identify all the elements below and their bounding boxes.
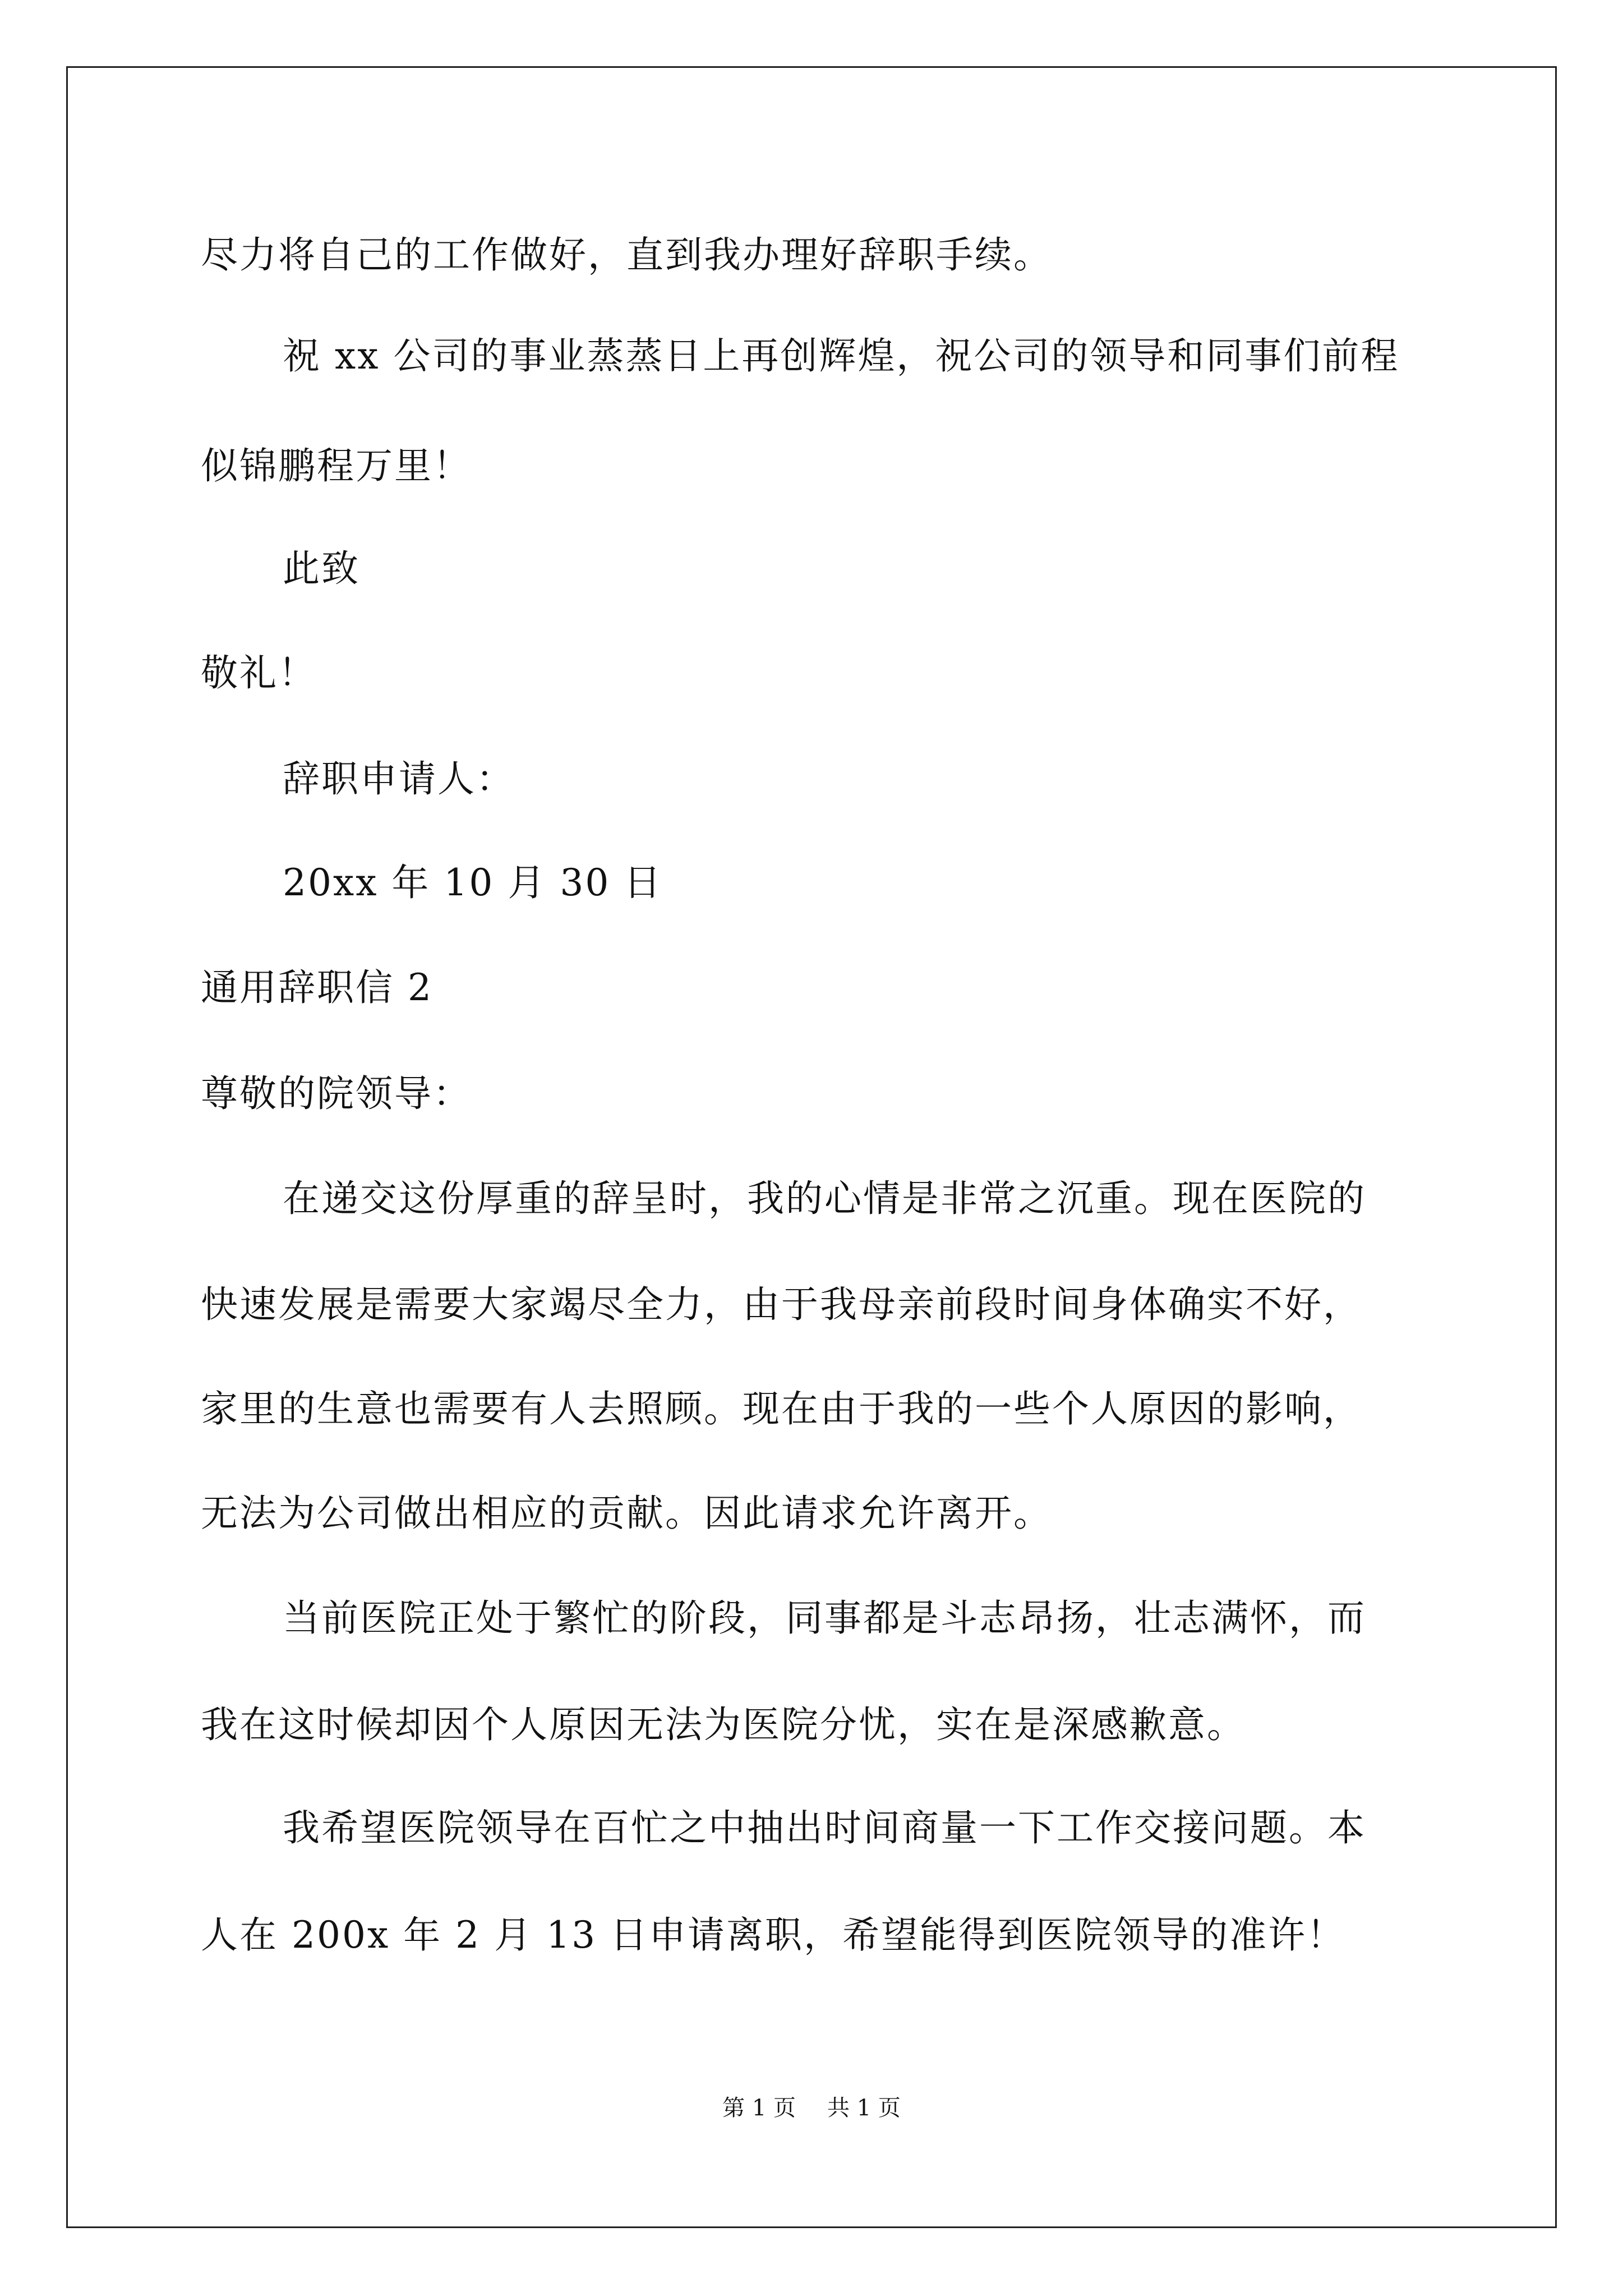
text-line-10: 在递交这份厚重的辞呈时，我的心情是非常之沉重。现在医院的 [283, 1177, 1366, 1220]
text-line-13: 无法为公司做出相应的贡献。因此请求允许离开。 [201, 1492, 1052, 1535]
text-line-17: 人在 200x 年 2 月 13 日申请离职，希望能得到医院领导的准许！ [201, 1913, 1346, 1957]
text-line-3: 似锦鹏程万里！ [201, 444, 472, 487]
text-line-16: 我希望医院领导在百忙之中抽出时间商量一下工作交接问题。本 [283, 1806, 1366, 1849]
page-number: 第 1 页 [722, 2095, 796, 2121]
text-line-6: 辞职申请人： [283, 757, 515, 800]
text-line-4: 此致 [283, 547, 360, 590]
text-line-11: 快速发展是需要大家竭尽全力，由于我母亲前段时间身体确实不好， [201, 1283, 1362, 1326]
text-line-9: 尊敬的院领导： [201, 1072, 472, 1115]
page-total: 共 1 页 [827, 2095, 901, 2121]
text-line-7: 20xx 年 10 月 30 日 [283, 861, 663, 904]
text-line-2: 祝 xx 公司的事业蒸蒸日上再创辉煌，祝公司的领导和同事们前程 [283, 334, 1400, 378]
text-line-14: 当前医院正处于繁忙的阶段，同事都是斗志昂扬，壮志满怀，而 [283, 1596, 1366, 1640]
text-line-1: 尽力将自己的工作做好，直到我办理好辞职手续。 [201, 233, 1052, 277]
text-line-5: 敬礼！ [201, 651, 317, 694]
text-line-8: 通用辞职信 2 [201, 966, 433, 1009]
page-footer [0, 2095, 1623, 2122]
text-line-12: 家里的生意也需要有人去照顾。现在由于我的一些个人原因的影响， [201, 1387, 1362, 1430]
page-frame [66, 66, 1557, 2228]
text-line-15: 我在这时候却因个人原因无法为医院分忧，实在是深感歉意。 [201, 1703, 1246, 1746]
